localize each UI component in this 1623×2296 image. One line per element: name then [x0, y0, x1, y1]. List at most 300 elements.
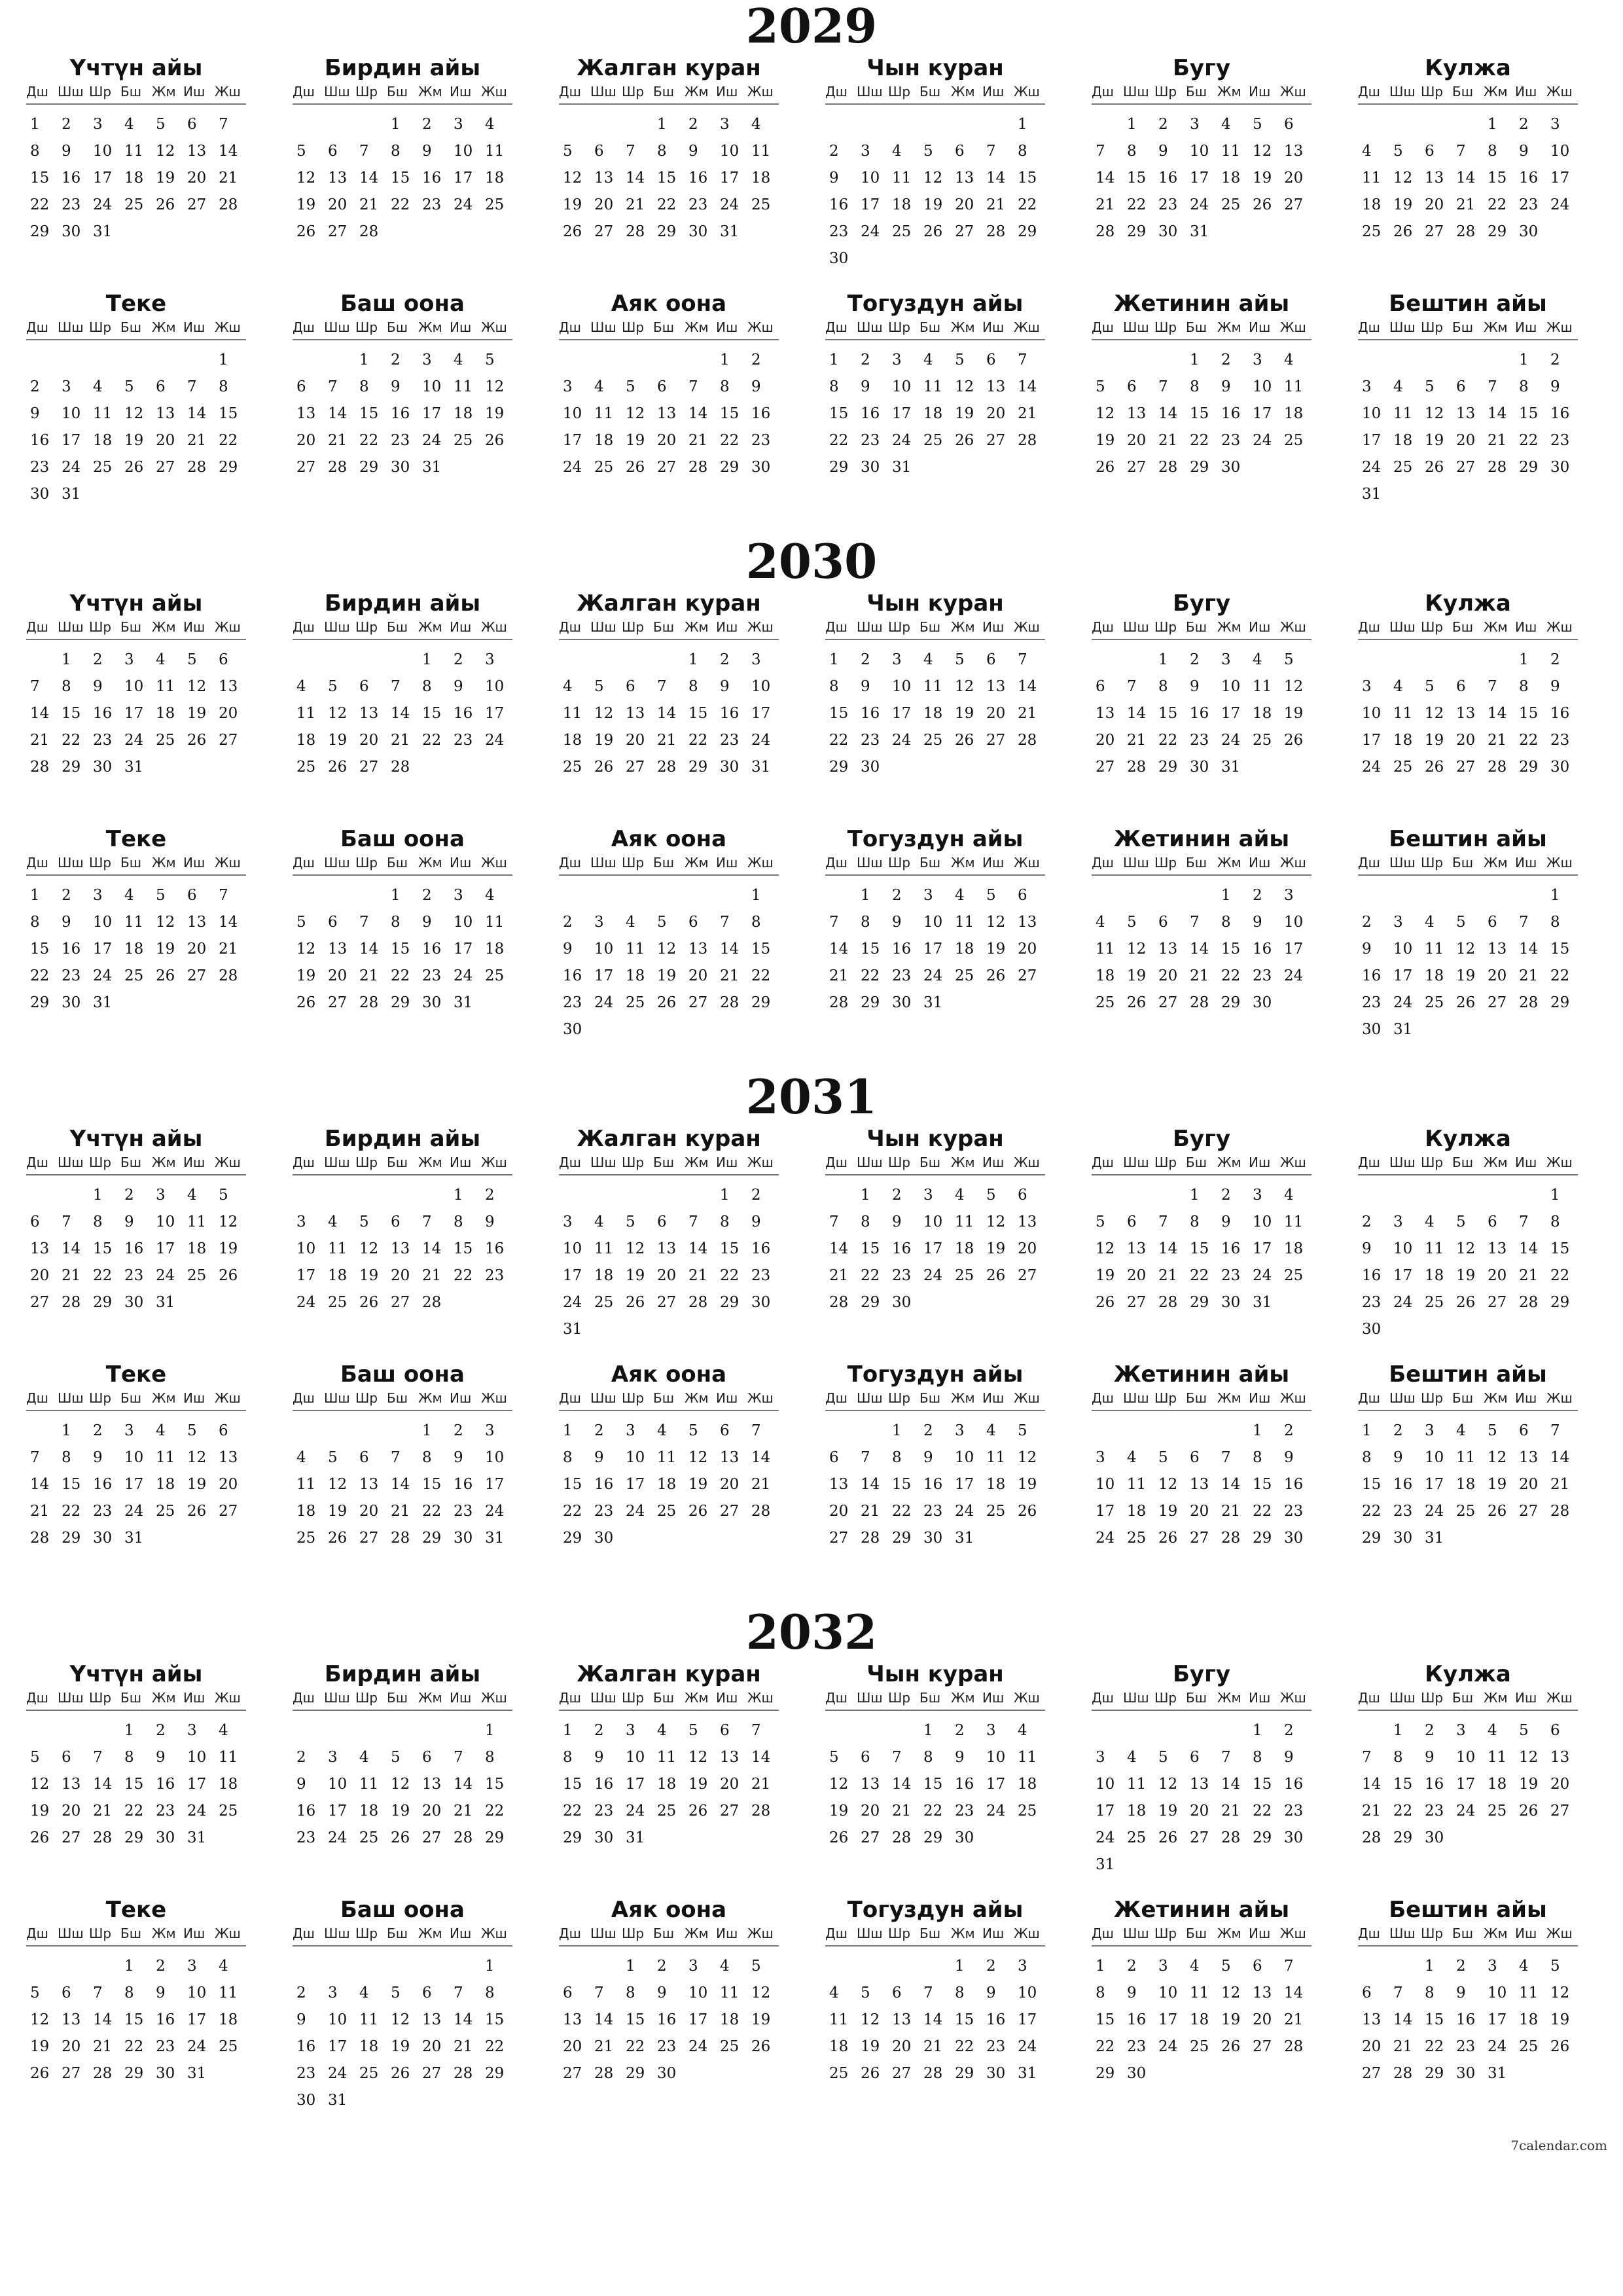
day-cell: 12: [219, 1213, 238, 1230]
day-cell: 10: [124, 1449, 144, 1466]
day-cell: 29: [1519, 759, 1539, 776]
weekday-label: Шр: [622, 1390, 645, 1406]
day-cell: 10: [626, 1749, 645, 1766]
day-cell: 19: [1550, 2011, 1570, 2028]
day-cell: 18: [328, 1267, 348, 1284]
day-cell: 28: [1221, 1530, 1241, 1547]
day-cell: 2: [30, 378, 40, 395]
day-cell: 15: [359, 405, 379, 422]
day-cell: 21: [1158, 1267, 1178, 1284]
weekday-label: Шш: [1389, 319, 1416, 335]
month-block: [26, 1661, 246, 1852]
month-block: [825, 1897, 1045, 2087]
month-block: [293, 1126, 512, 1316]
year-title: 2030: [745, 533, 878, 589]
month-block: [1092, 291, 1311, 481]
weekday-label: Шр: [1421, 84, 1444, 99]
weekday-header: [825, 1923, 1045, 1946]
day-cell: 22: [563, 1803, 582, 1820]
day-cell: 29: [1158, 759, 1178, 776]
day-cell: 9: [93, 678, 103, 695]
day-cell: 16: [1221, 1240, 1241, 1257]
day-cell: 15: [751, 941, 771, 958]
day-cell: 23: [563, 994, 582, 1011]
day-cell: 4: [923, 651, 933, 668]
weekday-label: Жм: [418, 1155, 442, 1170]
day-cell: 7: [359, 914, 369, 931]
day-cell: 8: [720, 378, 730, 395]
day-cell: 6: [626, 678, 635, 695]
day-cell: 8: [30, 914, 40, 931]
day-cell: 15: [124, 1776, 144, 1793]
day-cell: 15: [829, 405, 849, 422]
day-cell: 23: [1190, 732, 1209, 749]
day-cell: 20: [1488, 967, 1507, 984]
day-cell: 25: [923, 432, 943, 449]
day-cell: 14: [219, 143, 238, 160]
day-cell: 23: [1158, 196, 1178, 213]
day-cell: 2: [454, 651, 463, 668]
day-cell: 7: [986, 143, 996, 160]
day-cell: 9: [986, 1984, 996, 2001]
day-cell: 22: [1519, 432, 1539, 449]
day-cell: 28: [829, 1294, 849, 1311]
day-cell: 1: [688, 651, 698, 668]
days-grid: [1092, 647, 1311, 781]
day-cell: 6: [986, 651, 996, 668]
day-cell: 15: [829, 705, 849, 722]
day-cell: 20: [720, 1476, 740, 1493]
day-cell: 26: [657, 994, 677, 1011]
day-cell: 10: [93, 914, 113, 931]
day-cell: 25: [1488, 1803, 1507, 1820]
day-cell: 8: [93, 1213, 103, 1230]
day-cell: 9: [1550, 378, 1560, 395]
day-cell: 20: [187, 170, 207, 187]
days-grid: [293, 111, 512, 245]
day-cell: 23: [62, 967, 81, 984]
day-cell: 18: [1127, 1803, 1147, 1820]
days-grid: [1092, 1717, 1311, 1878]
day-cell: 28: [359, 223, 379, 240]
day-cell: 10: [1488, 1984, 1507, 2001]
day-cell: 6: [1425, 143, 1435, 160]
day-cell: 16: [751, 405, 771, 422]
month-name: Теке: [105, 1361, 167, 1388]
month-block: [293, 1897, 512, 2114]
day-cell: 1: [720, 351, 730, 368]
day-cell: 24: [1425, 1503, 1444, 1520]
day-cell: 20: [1127, 1267, 1147, 1284]
weekday-header: [559, 617, 779, 640]
day-cell: 24: [187, 2038, 207, 2055]
day-cell: 30: [923, 1530, 943, 1547]
day-cell: 4: [359, 1749, 369, 1766]
day-cell: 16: [1362, 1267, 1382, 1284]
day-cell: 31: [187, 2065, 207, 2082]
day-cell: 1: [1362, 1422, 1372, 1439]
day-cell: 1: [626, 1958, 635, 1975]
weekday-label: Бш: [919, 319, 941, 335]
day-cell: 29: [688, 759, 708, 776]
day-cell: 10: [1096, 1476, 1115, 1493]
day-cell: 16: [30, 432, 50, 449]
weekday-label: Жм: [418, 1690, 442, 1706]
weekday-label: Шш: [324, 319, 350, 335]
day-cell: 7: [1127, 678, 1137, 695]
weekday-label: Жш: [1014, 855, 1040, 870]
month-name: Баш оона: [340, 826, 465, 852]
month-name: Жалган куран: [577, 1126, 761, 1152]
day-cell: 21: [30, 1503, 50, 1520]
day-cell: 2: [657, 1958, 667, 1975]
day-cell: 11: [1425, 1240, 1444, 1257]
weekday-label: Шш: [590, 619, 616, 635]
day-cell: 9: [1362, 1240, 1372, 1257]
day-cell: 28: [454, 2065, 473, 2082]
day-cell: 30: [1158, 223, 1178, 240]
day-cell: 30: [892, 1294, 912, 1311]
day-cell: 15: [955, 2011, 974, 2028]
day-cell: 9: [1253, 914, 1262, 931]
day-cell: 16: [1284, 1476, 1304, 1493]
day-cell: 26: [1158, 1530, 1178, 1547]
day-cell: 30: [829, 250, 849, 267]
day-cell: 10: [955, 1449, 974, 1466]
day-cell: 4: [657, 1722, 667, 1739]
day-cell: 25: [1425, 994, 1444, 1011]
day-cell: 7: [1393, 1984, 1403, 2001]
day-cell: 11: [1253, 678, 1272, 695]
day-cell: 2: [1519, 116, 1529, 133]
day-cell: 2: [1158, 116, 1168, 133]
weekday-label: Жм: [1484, 619, 1508, 635]
month-block: [559, 291, 779, 481]
weekday-label: Шр: [888, 619, 911, 635]
day-cell: 18: [1096, 967, 1115, 984]
day-cell: 1: [1190, 351, 1200, 368]
days-grid: [825, 882, 1045, 1016]
month-block: [1092, 1361, 1311, 1552]
day-cell: 28: [219, 196, 238, 213]
month-block: [1092, 826, 1311, 1016]
day-cell: 28: [30, 759, 50, 776]
day-cell: 15: [1127, 170, 1147, 187]
day-cell: 23: [1393, 1503, 1413, 1520]
day-cell: 1: [124, 1722, 134, 1739]
weekday-header: [559, 1152, 779, 1175]
day-cell: 3: [1253, 351, 1262, 368]
day-cell: 12: [1456, 1240, 1476, 1257]
day-cell: 4: [485, 116, 495, 133]
weekday-label: Шш: [857, 619, 883, 635]
day-cell: 29: [485, 1829, 505, 1846]
day-cell: 1: [892, 1422, 902, 1439]
weekday-header: [1358, 1923, 1578, 1946]
day-cell: 25: [892, 223, 912, 240]
day-cell: 14: [986, 170, 1006, 187]
day-cell: 7: [720, 914, 730, 931]
day-cell: 22: [124, 2038, 144, 2055]
day-cell: 7: [688, 378, 698, 395]
day-cell: 26: [1519, 1803, 1539, 1820]
weekday-label: Шш: [1123, 319, 1149, 335]
day-cell: 6: [328, 914, 338, 931]
day-cell: 11: [1425, 941, 1444, 958]
weekday-label: Шр: [89, 855, 112, 870]
day-cell: 25: [1456, 1503, 1476, 1520]
weekday-label: Иш: [1515, 1390, 1537, 1406]
month-name: Жетинин айы: [1113, 1897, 1290, 1923]
day-cell: 28: [62, 1294, 81, 1311]
days-grid: [26, 882, 246, 1016]
weekday-label: Жш: [1280, 619, 1306, 635]
day-cell: 3: [563, 378, 573, 395]
month-block: [825, 55, 1045, 272]
weekday-label: Дш: [1358, 319, 1380, 335]
weekday-label: Дш: [559, 1390, 581, 1406]
day-cell: 4: [1393, 678, 1403, 695]
day-cell: 12: [626, 405, 645, 422]
day-cell: 21: [1393, 2038, 1413, 2055]
day-cell: 21: [359, 967, 379, 984]
day-cell: 2: [156, 1722, 166, 1739]
weekday-label: Шш: [1389, 1155, 1416, 1170]
days-grid: [293, 1182, 512, 1316]
day-cell: 30: [594, 1530, 614, 1547]
month-block: [293, 590, 512, 781]
weekday-label: Бш: [1452, 84, 1474, 99]
day-cell: 22: [1550, 1267, 1570, 1284]
weekday-label: Иш: [1249, 1690, 1271, 1706]
day-cell: 9: [1425, 1749, 1435, 1766]
day-cell: 12: [1253, 143, 1272, 160]
day-cell: 11: [454, 378, 473, 395]
day-cell: 2: [923, 1422, 933, 1439]
day-cell: 1: [391, 887, 401, 904]
day-cell: 21: [1488, 432, 1507, 449]
day-cell: 18: [563, 732, 582, 749]
day-cell: 23: [1550, 432, 1570, 449]
day-cell: 21: [688, 1267, 708, 1284]
day-cell: 22: [955, 2038, 974, 2055]
day-cell: 2: [751, 351, 761, 368]
weekday-label: Дш: [26, 855, 48, 870]
weekday-label: Бш: [919, 84, 941, 99]
weekday-header: [559, 1687, 779, 1711]
day-cell: 20: [1284, 170, 1304, 187]
month-name: Жетинин айы: [1113, 1361, 1290, 1388]
day-cell: 18: [485, 170, 505, 187]
day-cell: 24: [1393, 994, 1413, 1011]
day-cell: 27: [1158, 994, 1178, 1011]
day-cell: 29: [1425, 2065, 1444, 2082]
day-cell: 29: [657, 223, 677, 240]
day-cell: 15: [422, 705, 442, 722]
day-cell: 6: [1190, 1749, 1200, 1766]
day-cell: 27: [1127, 1294, 1147, 1311]
day-cell: 15: [30, 170, 50, 187]
day-cell: 8: [219, 378, 228, 395]
day-cell: 27: [391, 1294, 410, 1311]
day-cell: 26: [1425, 759, 1444, 776]
day-cell: 3: [1362, 378, 1372, 395]
day-cell: 30: [1550, 459, 1570, 476]
weekday-label: Шш: [58, 319, 84, 335]
day-cell: 19: [1488, 1476, 1507, 1493]
weekday-label: Жм: [418, 1926, 442, 1941]
day-cell: 1: [62, 651, 71, 668]
day-cell: 11: [955, 1213, 974, 1230]
weekday-label: Жм: [951, 1926, 975, 1941]
day-cell: 22: [923, 1803, 943, 1820]
day-cell: 18: [892, 196, 912, 213]
day-cell: 30: [156, 1829, 175, 1846]
day-cell: 12: [1550, 1984, 1570, 2001]
weekday-label: Бш: [387, 319, 408, 335]
weekday-label: Иш: [716, 1155, 738, 1170]
weekday-label: Дш: [293, 1155, 315, 1170]
weekday-label: Жш: [1014, 1926, 1040, 1941]
day-cell: 17: [328, 1803, 348, 1820]
weekday-label: Жш: [747, 319, 774, 335]
month-block: [26, 1126, 246, 1316]
day-cell: 26: [626, 1294, 645, 1311]
weekday-label: Шш: [324, 855, 350, 870]
day-cell: 21: [1158, 432, 1178, 449]
weekday-header: [825, 1152, 1045, 1175]
day-cell: 5: [30, 1749, 40, 1766]
day-cell: 13: [359, 705, 379, 722]
day-cell: 2: [861, 351, 870, 368]
month-name: Тогуздун айы: [847, 1897, 1024, 1923]
day-cell: 17: [156, 1240, 175, 1257]
day-cell: 22: [563, 1503, 582, 1520]
weekday-label: Шр: [1421, 1926, 1444, 1941]
day-cell: 24: [1362, 459, 1382, 476]
day-cell: 12: [156, 143, 175, 160]
day-cell: 3: [892, 351, 902, 368]
day-cell: 14: [1158, 405, 1178, 422]
day-cell: 26: [1456, 1294, 1476, 1311]
day-cell: 28: [1362, 1829, 1382, 1846]
day-cell: 19: [1127, 967, 1147, 984]
day-cell: 10: [1096, 1776, 1115, 1793]
day-cell: 17: [1362, 432, 1382, 449]
day-cell: 21: [391, 1503, 410, 1520]
weekday-label: Иш: [982, 855, 1005, 870]
day-cell: 7: [62, 1213, 71, 1230]
day-cell: 10: [892, 378, 912, 395]
days-grid: [1092, 882, 1311, 1016]
day-cell: 17: [454, 941, 473, 958]
weekday-label: Жш: [1014, 1155, 1040, 1170]
day-cell: 21: [1190, 967, 1209, 984]
day-cell: 18: [626, 967, 645, 984]
day-cell: 24: [124, 1503, 144, 1520]
day-cell: 16: [1550, 705, 1570, 722]
day-cell: 10: [1221, 678, 1241, 695]
day-cell: 16: [861, 705, 880, 722]
day-cell: 30: [1253, 994, 1272, 1011]
day-cell: 27: [1190, 1530, 1209, 1547]
day-cell: 25: [720, 2038, 740, 2055]
day-cell: 29: [485, 2065, 505, 2082]
day-cell: 30: [1393, 1530, 1413, 1547]
day-cell: 26: [1393, 223, 1413, 240]
weekday-label: Дш: [825, 1155, 847, 1170]
day-cell: 29: [1393, 1829, 1413, 1846]
weekday-label: Дш: [559, 84, 581, 99]
day-cell: 9: [720, 678, 730, 695]
day-cell: 19: [1158, 1803, 1178, 1820]
day-cell: 11: [923, 378, 943, 395]
weekday-label: Шш: [1389, 1690, 1416, 1706]
weekday-label: Иш: [183, 1390, 205, 1406]
weekday-label: Шр: [622, 1926, 645, 1941]
day-cell: 3: [751, 651, 761, 668]
day-cell: 24: [1096, 1530, 1115, 1547]
day-cell: 6: [1488, 914, 1497, 931]
day-cell: 27: [657, 459, 677, 476]
day-cell: 10: [1253, 1213, 1272, 1230]
day-cell: 10: [720, 143, 740, 160]
day-cell: 17: [1425, 1476, 1444, 1493]
day-cell: 16: [892, 1240, 912, 1257]
weekday-label: Бш: [387, 855, 408, 870]
day-cell: 2: [1284, 1422, 1294, 1439]
day-cell: 31: [1096, 1856, 1115, 1873]
day-cell: 2: [892, 1187, 902, 1204]
day-cell: 30: [563, 1021, 582, 1038]
weekday-label: Иш: [1515, 619, 1537, 635]
day-cell: 4: [829, 1984, 839, 2001]
day-cell: 6: [391, 1213, 401, 1230]
day-cell: 26: [391, 1829, 410, 1846]
month-name: Аяк оона: [611, 826, 727, 852]
day-cell: 4: [1519, 1958, 1529, 1975]
month-block: [293, 1661, 512, 1852]
day-cell: 25: [1284, 432, 1304, 449]
day-cell: 8: [626, 1984, 635, 2001]
weekday-label: Бш: [1452, 1690, 1474, 1706]
day-cell: 23: [391, 432, 410, 449]
day-cell: 25: [156, 732, 175, 749]
day-cell: 22: [1127, 196, 1147, 213]
day-cell: 12: [986, 1213, 1006, 1230]
day-cell: 24: [156, 1267, 175, 1284]
day-cell: 12: [986, 914, 1006, 931]
day-cell: 16: [1393, 1476, 1413, 1493]
day-cell: 25: [1127, 1829, 1147, 1846]
weekday-label: Жш: [1280, 1390, 1306, 1406]
day-cell: 21: [1096, 196, 1115, 213]
day-cell: 10: [626, 1449, 645, 1466]
day-cell: 23: [1127, 2038, 1147, 2055]
day-cell: 20: [829, 1503, 849, 1520]
weekday-header: [293, 81, 512, 105]
day-cell: 12: [594, 705, 614, 722]
weekday-label: Иш: [716, 1926, 738, 1941]
day-cell: 17: [688, 2011, 708, 2028]
day-cell: 28: [986, 223, 1006, 240]
day-cell: 17: [124, 1476, 144, 1493]
day-cell: 4: [156, 1422, 166, 1439]
day-cell: 5: [1456, 914, 1466, 931]
day-cell: 21: [751, 1776, 771, 1793]
day-cell: 20: [187, 941, 207, 958]
day-cell: 25: [1362, 223, 1382, 240]
